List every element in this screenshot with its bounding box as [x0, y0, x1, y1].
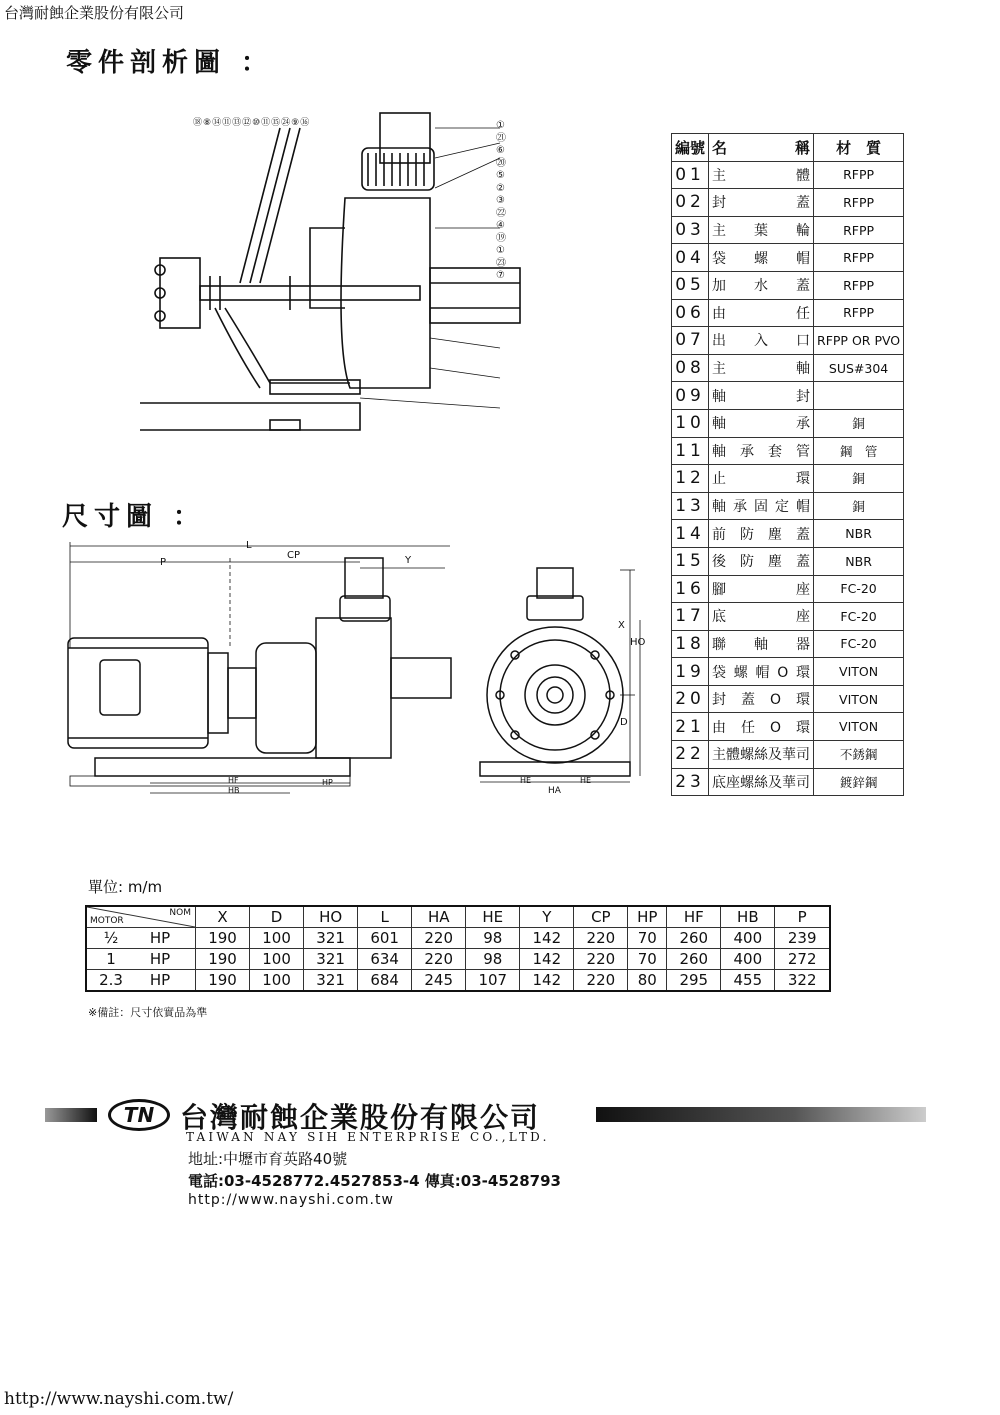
part-material: FC-20 [814, 575, 904, 603]
part-material: NBR [814, 520, 904, 548]
part-name: 主軸 [709, 354, 814, 382]
part-number: 19 [672, 658, 709, 686]
callout-row-left: ⑱⑧⑭⑪⑬⑫⑩⑪⑮㉔⑨⑯ [193, 118, 311, 128]
motor-value: 2.3 [99, 971, 123, 989]
part-number: 11 [672, 437, 709, 465]
dimension-side-view [60, 538, 460, 800]
part-name: 後防塵蓋 [709, 547, 814, 575]
part-number: 23 [672, 768, 709, 796]
parts-row [672, 382, 904, 410]
parts-row [672, 271, 904, 299]
dims-cell: 321 [304, 949, 358, 970]
dims-cell: 684 [358, 970, 412, 992]
dim-label-HE1: HE [520, 776, 532, 785]
dims-cell: 100 [250, 928, 304, 949]
dim-label-X: X [618, 620, 625, 631]
parts-row [672, 741, 904, 769]
part-material: FC-20 [814, 603, 904, 631]
part-material: 不銹鋼 [814, 741, 904, 769]
dims-cell: 272 [775, 949, 830, 970]
parts-row [672, 658, 904, 686]
dims-col-header: HO [304, 906, 358, 928]
part-number: 20 [672, 685, 709, 713]
dims-cell: 400 [721, 928, 775, 949]
company-website: http://www.nayshi.com.tw [188, 1192, 394, 1208]
part-material: RFPP [814, 161, 904, 189]
part-material: RFPP [814, 189, 904, 217]
dims-cell: 190 [196, 928, 250, 949]
company-logo: TN [108, 1099, 170, 1131]
dims-cell: 70 [628, 928, 667, 949]
exploded-view-drawing [130, 108, 530, 438]
dims-cell: 98 [466, 949, 520, 970]
dims-cell: 634 [358, 949, 412, 970]
dims-cell: 98 [466, 928, 520, 949]
dims-cell: 100 [250, 970, 304, 992]
part-name: 袋螺帽O環 [709, 658, 814, 686]
part-name: 前防塵蓋 [709, 520, 814, 548]
part-number: 08 [672, 354, 709, 382]
dim-label-Y: Y [405, 555, 412, 566]
part-number: 16 [672, 575, 709, 603]
motor-unit: HP [149, 950, 171, 968]
dim-label-HF: HF [228, 776, 239, 785]
dim-label-HP: HP [322, 778, 333, 787]
part-name: 止環 [709, 465, 814, 493]
part-material: NBR [814, 547, 904, 575]
part-number: 12 [672, 465, 709, 493]
part-name: 底座螺絲及華司 [709, 768, 814, 796]
dims-col-header: HF [667, 906, 721, 928]
part-name: 軸封 [709, 382, 814, 410]
part-number: 03 [672, 216, 709, 244]
part-material: RFPP [814, 271, 904, 299]
dims-col-header: HP [628, 906, 667, 928]
part-name: 封蓋 [709, 189, 814, 217]
part-name: 底座 [709, 603, 814, 631]
part-number: 15 [672, 547, 709, 575]
part-name: 聯軸器 [709, 630, 814, 658]
dims-cell: 190 [196, 949, 250, 970]
part-material: RFPP OR PVO [814, 327, 904, 355]
parts-row [672, 327, 904, 355]
dims-cell: 107 [466, 970, 520, 992]
parts-row [672, 630, 904, 658]
part-material [814, 382, 904, 410]
dims-header-row [86, 906, 830, 928]
dim-label-D: D [620, 717, 628, 728]
parts-row [672, 575, 904, 603]
callout-column-right: ①㉑⑥⑳⑤②③㉒④⑲①㉓⑦ [496, 120, 506, 281]
parts-row [672, 685, 904, 713]
dims-col-header: Y [520, 906, 574, 928]
part-number: 18 [672, 630, 709, 658]
dims-cell: 220 [574, 928, 628, 949]
parts-row [672, 244, 904, 272]
dims-cell: 142 [520, 970, 574, 992]
dim-label-L: L [246, 540, 252, 551]
part-material: 鋼 管 [814, 437, 904, 465]
motor-nom-corner [86, 906, 196, 928]
company-english-name: TAIWAN NAY SIH ENTERPRISE CO.,LTD. [186, 1130, 550, 1144]
part-number: 02 [672, 189, 709, 217]
dims-row [86, 970, 830, 992]
dims-cell: 260 [667, 928, 721, 949]
parts-row [672, 520, 904, 548]
part-material: 鍍鋅鋼 [814, 768, 904, 796]
parts-row [672, 437, 904, 465]
part-material: FC-20 [814, 630, 904, 658]
part-number: 10 [672, 409, 709, 437]
part-material: 銅 [814, 409, 904, 437]
motor-unit: HP [149, 971, 171, 989]
dims-cell: 260 [667, 949, 721, 970]
dims-cell: 80 [628, 970, 667, 992]
motor-size [86, 949, 196, 970]
part-number: 07 [672, 327, 709, 355]
footer-url: http://www.nayshi.com.tw/ [4, 1389, 234, 1409]
part-number: 17 [672, 603, 709, 631]
dims-cell: 455 [721, 970, 775, 992]
parts-table [671, 133, 904, 796]
part-name: 由任O環 [709, 713, 814, 741]
part-number: 22 [672, 741, 709, 769]
decor-bar-left [45, 1108, 97, 1122]
dim-label-HB: HB [228, 786, 240, 795]
dims-cell: 220 [412, 949, 466, 970]
part-number: 04 [672, 244, 709, 272]
dims-cell: 70 [628, 949, 667, 970]
dims-col-header: D [250, 906, 304, 928]
part-name: 軸承 [709, 409, 814, 437]
parts-row [672, 189, 904, 217]
parts-header-cell: 編號 [672, 134, 709, 162]
dims-cell: 190 [196, 970, 250, 992]
dim-label-HO: HO [630, 637, 646, 648]
motor-value: 1 [106, 950, 116, 968]
parts-row [672, 603, 904, 631]
part-material: 銅 [814, 492, 904, 520]
part-material: RFPP [814, 244, 904, 272]
dims-col-header: P [775, 906, 830, 928]
part-name: 袋螺帽 [709, 244, 814, 272]
parts-row [672, 354, 904, 382]
dims-cell: 245 [412, 970, 466, 992]
part-material: VITON [814, 658, 904, 686]
dim-label-HE2: HE [580, 776, 592, 785]
dims-cell: 400 [721, 949, 775, 970]
parts-header-cell: 名 稱 [709, 134, 814, 162]
parts-row [672, 216, 904, 244]
dims-cell: 142 [520, 949, 574, 970]
part-number: 06 [672, 299, 709, 327]
parts-row [672, 409, 904, 437]
part-number: 09 [672, 382, 709, 410]
dims-cell: 601 [358, 928, 412, 949]
decor-bar-right [596, 1107, 926, 1122]
part-material: RFPP [814, 299, 904, 327]
part-name: 軸承固定帽 [709, 492, 814, 520]
dims-cell: 220 [574, 949, 628, 970]
dims-cell: 322 [775, 970, 830, 992]
dims-col-header: X [196, 906, 250, 928]
dims-col-header: HB [721, 906, 775, 928]
part-number: 05 [672, 271, 709, 299]
dims-col-header: CP [574, 906, 628, 928]
dim-label-HA: HA [548, 786, 561, 796]
part-name: 腳座 [709, 575, 814, 603]
dims-row [86, 949, 830, 970]
parts-row [672, 465, 904, 493]
dims-section-title: 尺寸圖 ： [62, 502, 206, 532]
dims-cell: 220 [412, 928, 466, 949]
dims-col-header: HE [466, 906, 520, 928]
motor-value: ½ [103, 929, 119, 947]
dims-cell: 220 [574, 970, 628, 992]
company-address: 地址:中壢市育英路40號 [188, 1150, 348, 1168]
parts-row [672, 768, 904, 796]
part-name: 由任 [709, 299, 814, 327]
part-number: 01 [672, 161, 709, 189]
parts-row [672, 492, 904, 520]
dims-col-header: L [358, 906, 412, 928]
header-company: 台灣耐蝕企業股份有限公司 [4, 4, 185, 22]
note-text: ※備註：尺寸依實品為準 [88, 1006, 208, 1019]
part-number: 14 [672, 520, 709, 548]
parts-section-title: 零件剖析圖 ： [66, 48, 274, 78]
dims-cell: 239 [775, 928, 830, 949]
part-number: 21 [672, 713, 709, 741]
parts-row [672, 547, 904, 575]
dims-cell: 321 [304, 970, 358, 992]
parts-header-cell: 材 質 [814, 134, 904, 162]
part-material: SUS#304 [814, 354, 904, 382]
motor-unit: HP [149, 929, 171, 947]
part-material: RFPP [814, 216, 904, 244]
dims-cell: 321 [304, 928, 358, 949]
dims-cell: 142 [520, 928, 574, 949]
part-name: 軸承套管 [709, 437, 814, 465]
part-name: 加水蓋 [709, 271, 814, 299]
motor-label: MOTOR [90, 916, 124, 926]
part-name: 封蓋O環 [709, 685, 814, 713]
dims-cell: 100 [250, 949, 304, 970]
part-material: 銅 [814, 465, 904, 493]
parts-table-header [672, 134, 904, 162]
parts-row [672, 713, 904, 741]
dim-label-P: P [160, 557, 167, 568]
part-name: 出入口 [709, 327, 814, 355]
motor-size [86, 970, 196, 992]
part-number: 13 [672, 492, 709, 520]
dims-col-header: HA [412, 906, 466, 928]
part-material: VITON [814, 685, 904, 713]
unit-label: 單位: m/m [88, 878, 163, 896]
motor-size [86, 928, 196, 949]
dim-label-CP: CP [287, 550, 301, 561]
parts-row [672, 161, 904, 189]
company-phone-fax: 電話:03-4528772.4527853-4 傳真:03-4528793 [188, 1172, 561, 1190]
company-name: 台灣耐蝕企業股份有限公司 [180, 1101, 541, 1134]
part-name: 主葉輪 [709, 216, 814, 244]
parts-row [672, 299, 904, 327]
dimensions-table [85, 905, 831, 992]
dims-cell: 295 [667, 970, 721, 992]
dims-row [86, 928, 830, 949]
part-name: 主體螺絲及華司 [709, 741, 814, 769]
dimension-front-view [475, 560, 650, 800]
part-name: 主體 [709, 161, 814, 189]
part-material: VITON [814, 713, 904, 741]
nom-label: NOM [169, 908, 191, 918]
